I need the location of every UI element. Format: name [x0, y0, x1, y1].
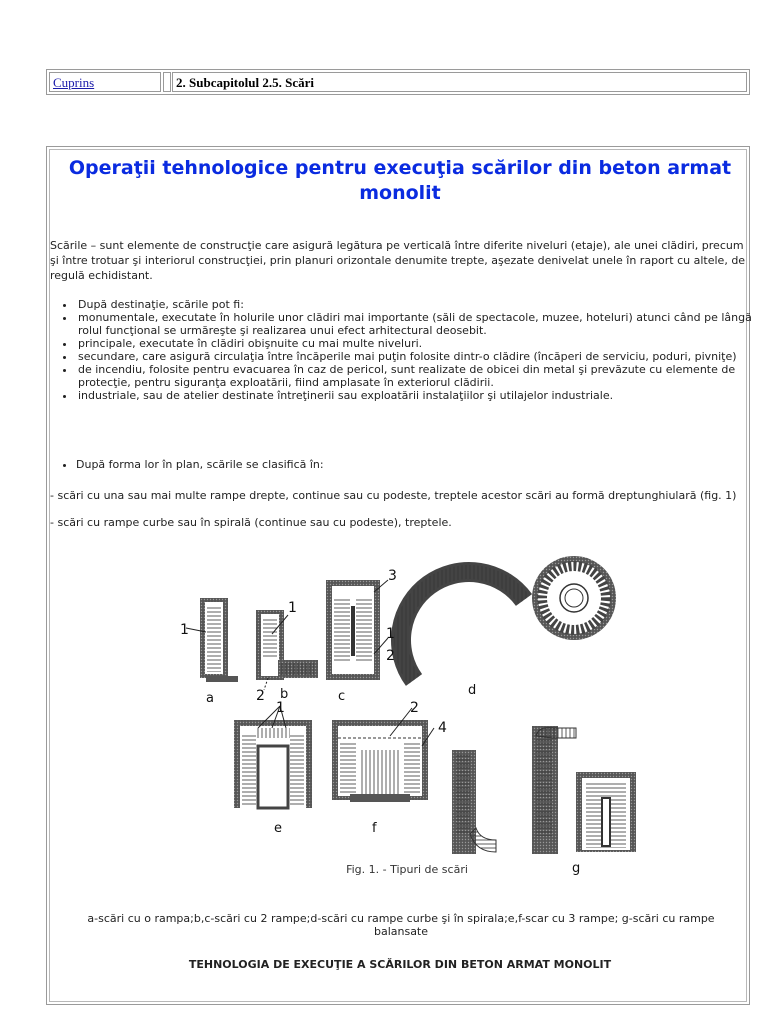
content-inner-frame [49, 149, 752, 1002]
stair-a [186, 598, 238, 682]
label-b: b [280, 687, 289, 702]
stair-types-figure [176, 550, 638, 888]
label-1: 1 [288, 600, 297, 616]
label-c: c [338, 689, 346, 704]
nav-cell-spacer [163, 72, 171, 92]
nav-table [46, 69, 750, 95]
label-f: f [372, 821, 377, 836]
label-2: 2 [410, 700, 419, 716]
stair-f [332, 708, 434, 802]
list-item: • industriale, sau de atelier destinate întreţinerii sau exploatării instalaţiilor şi utilajelor industriale. [76, 389, 768, 402]
stair-g [452, 726, 636, 854]
label-2: 2 [386, 648, 395, 664]
figure-legend: a-scări cu o rampa;b,c-scări cu 2 rampe;d-scări cu rampe curbe şi în spirala;e,f-scar cu 3 rampe; g-scări cu rampe balansate [87, 912, 715, 938]
stair-b [256, 610, 318, 690]
label-a: a [206, 691, 214, 706]
list-item: • monumentale, executate în holurile unor clădiri mai importante (săli de spectacole, muzee, hoteluri) atunci când pe lângă rolul funcţional se urmăreşte şi realizarea unui efect arhitectural deosebit. [76, 311, 768, 337]
list-item: • principale, executate în clădiri obişnuite cu mai multe niveluri. [76, 337, 768, 350]
straight-stairs-text: - scări cu una sau mai multe rampe drepte, continue sau cu podeste, treptele acestor scări au formă dreptunghiulară (fig. 1) [50, 489, 737, 502]
label-3: 3 [388, 568, 397, 584]
label-e: e [274, 821, 282, 836]
stair-diagram [176, 550, 638, 888]
label-d: d [468, 683, 477, 698]
intro-paragraph: Scările – sunt elemente de construcţie care asigură legătura pe verticală între diferite niveluri (etaje), ale unei clădiri, precum şi între trotuar şi interiorul construcţiei, prin planuri orizontale denumite trepte, aşezate denivelat unele în raport cu altele, de regulă echidistant. [50, 239, 746, 282]
section-heading: TEHNOLOGIA DE EXECUŢIE A SCĂRILOR DIN BETON ARMAT MONOLIT [188, 958, 612, 971]
list-item: • După forma lor în plan, scările se clasifică în: [76, 458, 768, 471]
label-1: 1 [276, 700, 285, 716]
list-item: • secundare, care asigură circulaţia între încăperile mai puţin folosite dintr-o clădire (încăperi de serviciu, poduri, pivniţe) [76, 350, 768, 363]
figure-caption: Fig. 1. - Tipuri de scări [346, 863, 468, 876]
stair-d [401, 556, 616, 680]
label-g: g [572, 861, 581, 876]
nav-cell-chapter [172, 72, 747, 92]
label-4: 4 [438, 720, 447, 736]
nav-cell-toc [49, 72, 161, 92]
list-item: • de incendiu, folosite pentru evacuarea în caz de pericol, sunt realizate de obicei din metal şi prevăzute cu elemente de protecţie, pentru siguranţa exploatării, fiind amplasate în exteriorul clădirii. [76, 363, 768, 389]
label-1: 1 [180, 622, 189, 638]
chapter-title: 2. Subcapitolul 2.5. Scări [176, 75, 314, 90]
content-frame [46, 146, 750, 1005]
curved-stairs-text: - scări cu rampe curbe sau în spirală (continue sau cu podeste), treptele. [50, 516, 452, 529]
destination-list [50, 298, 768, 402]
label-1: 1 [386, 626, 395, 642]
label-2: 2 [256, 688, 265, 704]
stair-e [234, 706, 312, 808]
stair-c [326, 580, 388, 680]
plan-list [50, 458, 768, 471]
toc-link[interactable]: Cuprins [53, 75, 95, 90]
page-title: Operaţii tehnologice pentru execuţia scărilor din beton armat monolit [68, 157, 732, 204]
list-item: • După destinaţie, scările pot fi: [76, 298, 768, 311]
